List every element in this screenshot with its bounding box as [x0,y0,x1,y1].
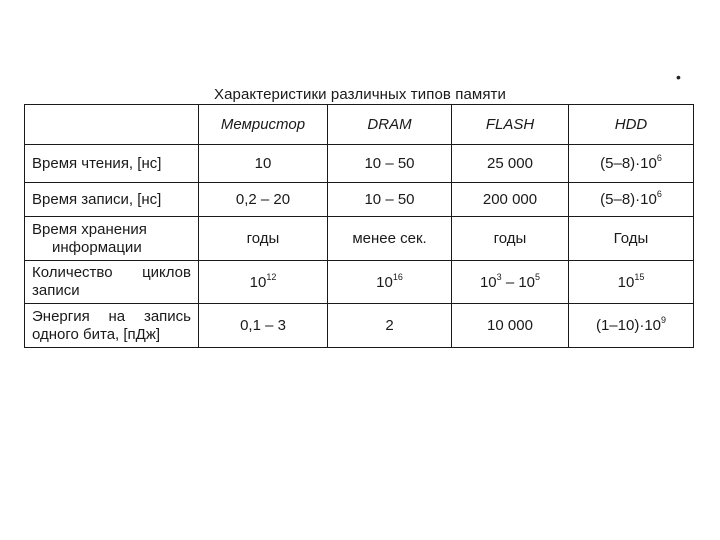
table-header-row [25,105,694,145]
cell-flash: 10 000 [452,304,569,348]
cell-memristor: годы [199,217,328,261]
table-row-write-time [25,183,694,217]
table-row-write-energy [25,304,694,348]
header-corner-cell [25,105,199,145]
cell-hdd-base: (5–8)·10 [600,191,657,208]
cell-flash [452,261,569,304]
row-label [25,145,199,183]
cell-exponent: 16 [392,271,403,282]
cell-base: 10 [617,273,635,291]
table-row-read-time [25,145,694,183]
cell-memristor: 0,1 – 3 [199,304,328,348]
memory-comparison-table [24,104,694,348]
row-label-text: Время чтения, [нс] [32,154,162,172]
cell-hdd: Годы [569,217,694,261]
cell-memristor: 10 [199,145,328,183]
header-dram: DRAM [328,105,452,145]
row-label [25,261,199,304]
row-label-line1: Количество циклов [32,264,191,281]
cell-dram [328,261,452,304]
table-row-write-cycles [25,261,694,304]
cell-hdd-exponent: 9 [661,315,667,325]
cell-hdd-base: (5–8)·10 [600,155,657,172]
cell-dram: менее сек. [328,217,452,261]
row-label [25,304,199,348]
row-label-line1: Энергия на запись [32,307,191,325]
row-label [25,183,199,217]
cell-dram: 2 [328,304,452,348]
cell-exponent: 3 [496,271,502,282]
header-hdd: HDD [569,105,694,145]
cell-base: 10 [376,273,393,291]
cell-dram: 10 – 50 [328,145,452,183]
cell-hdd [569,183,694,217]
cell-memristor [199,261,328,304]
cell-range-tail: – 10 [501,273,536,291]
row-label-line2: записи [32,282,80,299]
row-label-line2: информации [52,238,142,256]
row-label-line2: одного бита, [пДж] [32,325,161,343]
cell-hdd-exponent: 6 [656,189,662,199]
header-memristor: Мемристор [199,105,328,145]
cell-base: 10 [249,273,267,291]
cell-exponent: 12 [266,271,277,282]
cell-hdd-base: (1–10)·10 [595,317,662,334]
cell-base: 10 [479,273,497,291]
row-label-line1: Время хранения [32,220,147,238]
corner-mark: • [676,69,681,85]
cell-range-tail-exponent: 5 [535,271,541,282]
cell-flash: 25 000 [452,145,569,183]
cell-flash: годы [452,217,569,261]
cell-memristor: 0,2 – 20 [199,183,328,217]
cell-flash: 200 000 [452,183,569,217]
cell-dram: 10 – 50 [328,183,452,217]
cell-hdd [569,145,694,183]
row-label-text: Время записи, [нс] [32,190,162,208]
row-label [25,217,199,261]
header-flash: FLASH [452,105,569,145]
cell-exponent: 15 [634,271,645,282]
cell-hdd-exponent: 6 [656,153,662,163]
table-caption: Характеристики различных типов памяти [214,86,506,103]
cell-hdd [569,304,694,348]
cell-hdd [569,261,694,304]
table-row-retention [25,217,694,261]
